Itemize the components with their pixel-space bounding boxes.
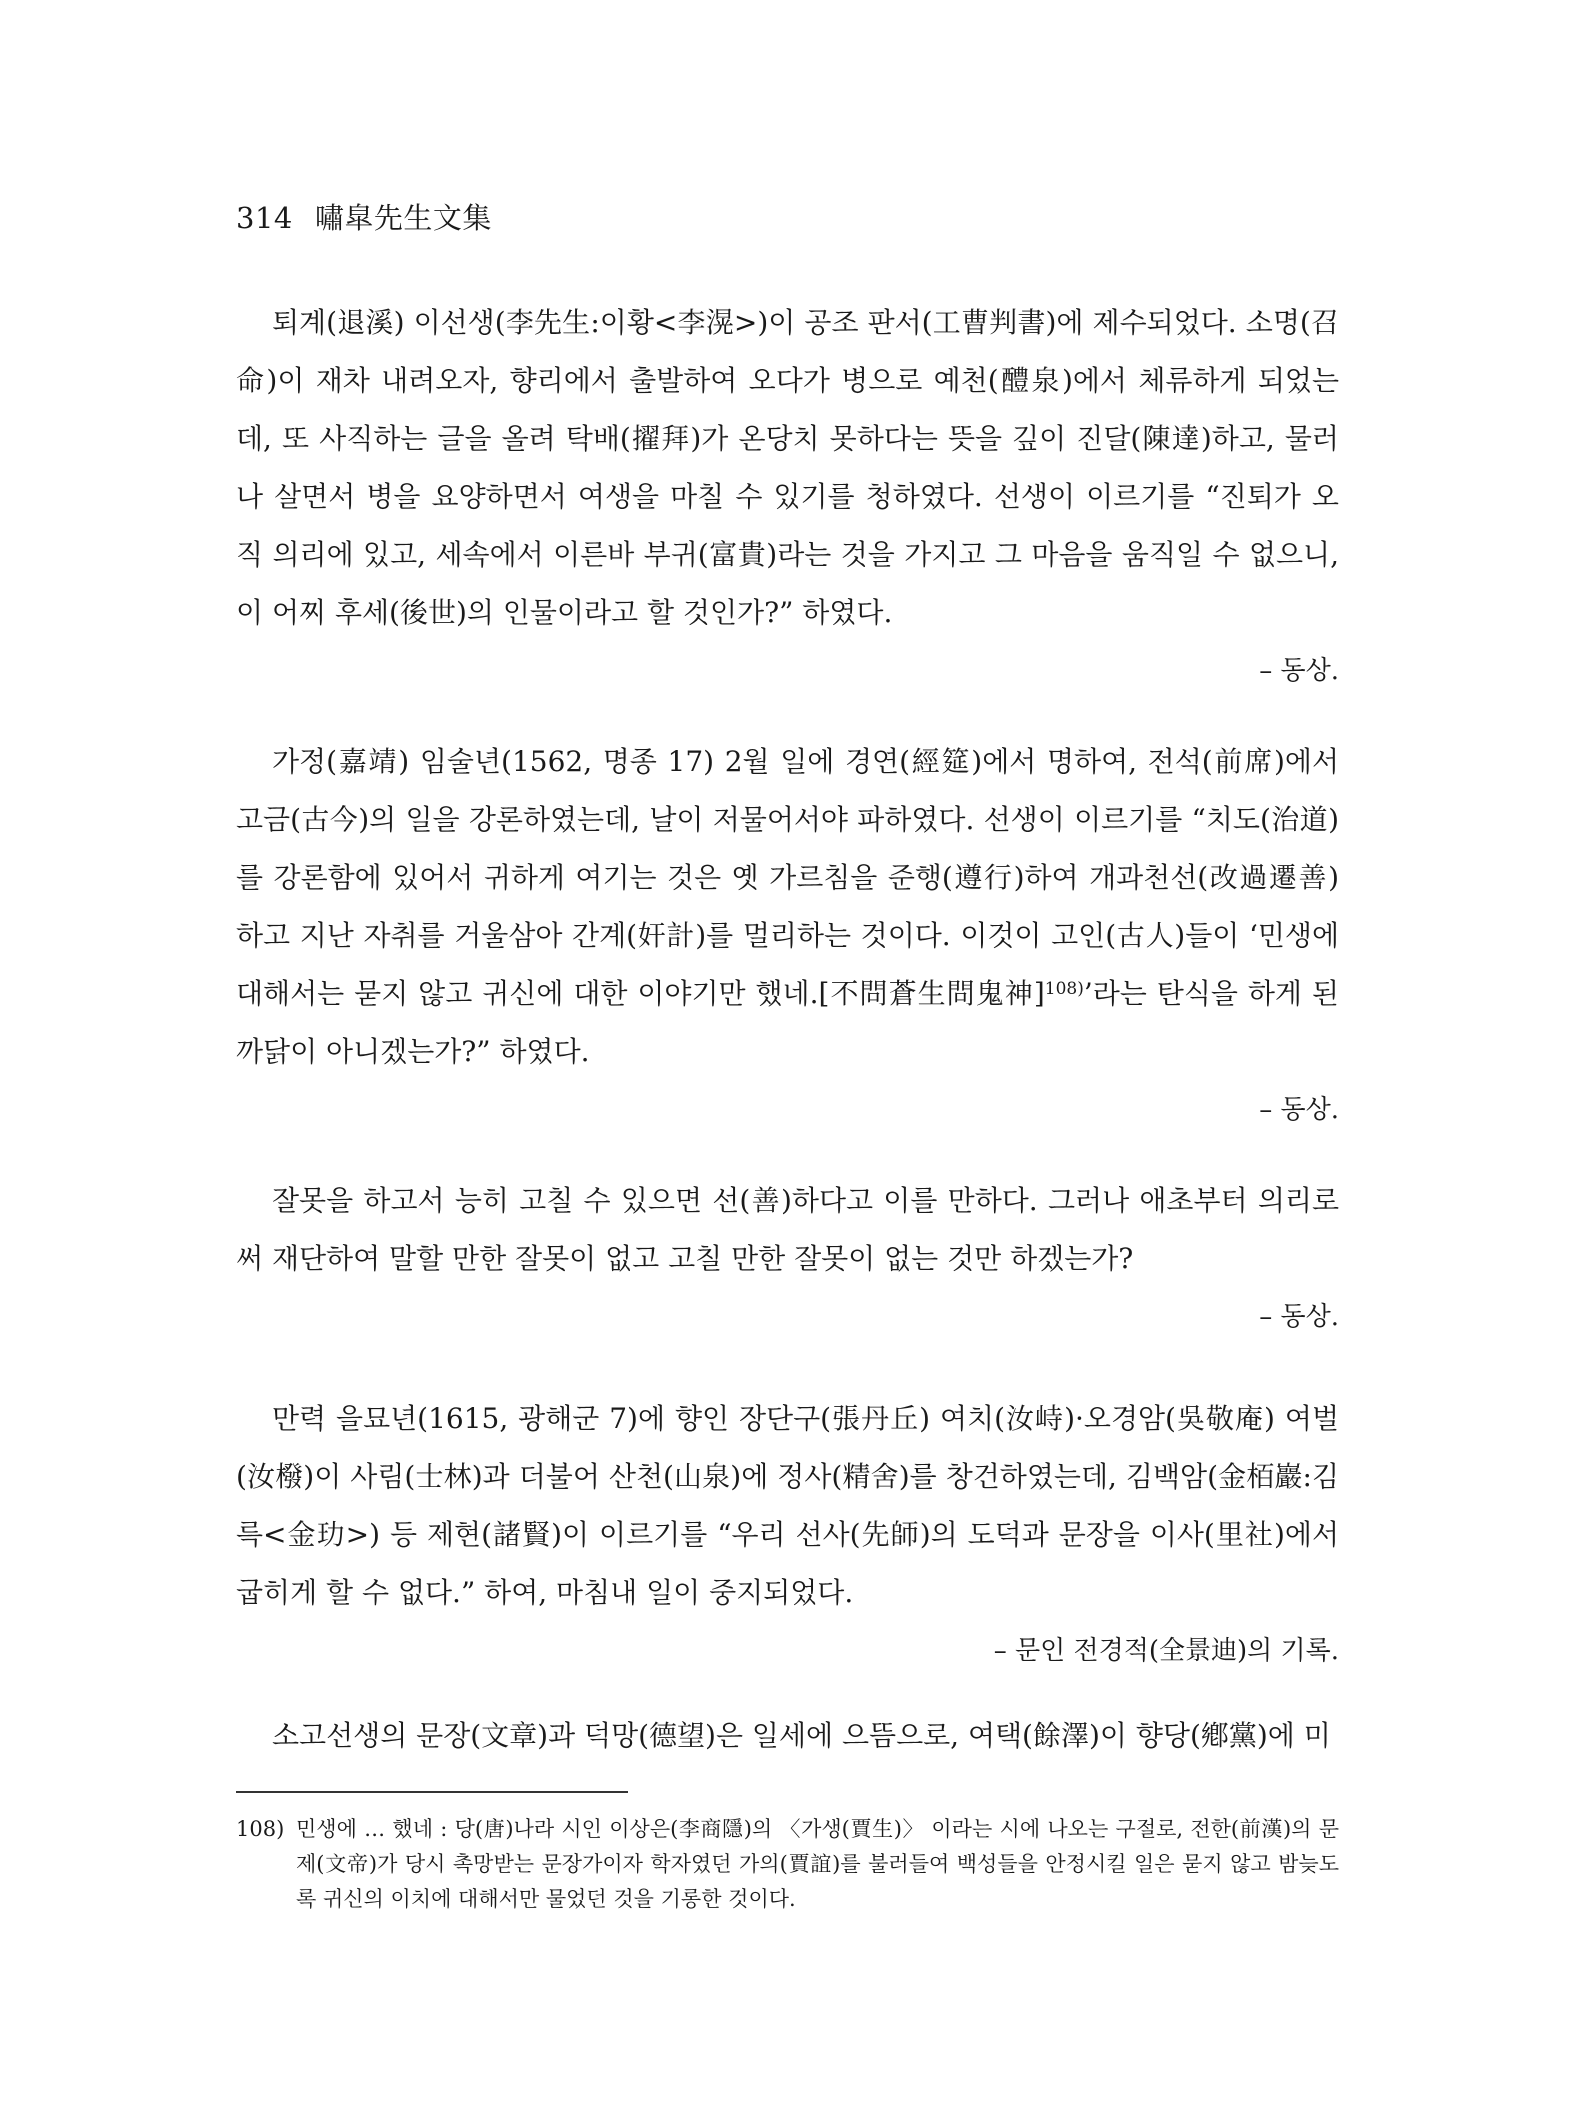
footnote-reference: 108) <box>1044 979 1084 999</box>
entry-text: 퇴계(退溪) 이선생(李先生:이황<李滉>)이 공조 판서(工曹判書)에 제수되었다. 소명(召命)이 재차 내려오자, 향리에서 출발하여 오다가 병으로 예천(醴泉)에서 체류하게 되었는데, 또 사직하는 글을 올려 탁배(擢拜)가 온당치 못하다는 뜻을 깊이 진달(陳達)하고, 물러나 살면서 병을 요양하면서 여생을 마칠 수 있기를 청하였다. 선생이 이르기를 “진퇴가 오직 의리에 있고, 세속에서 이른바 부귀(富貴)라는 것을 가지고 그 마음을 움직일 수 없으니, 이 어찌 후세(後世)의 인물이라고 할 것인가?” 하였다. <box>236 306 1339 629</box>
entry-text: 소고선생의 문장(文章)과 덕망(德望)은 일세에 으뜸으로, 여택(餘澤)이 향당(鄕黨)에 미 <box>272 1719 1331 1752</box>
page-header <box>236 196 492 237</box>
entry-source: – 동상. <box>1259 1095 1339 1125</box>
entry-4 <box>236 1390 1339 1680</box>
entry-text-before: 가정(嘉靖) 임술년(1562, 명종 17) 2월 일에 경연(經筵)에서 명하여, 전석(前席)에서 고금(古今)의 일을 강론하였는데, 날이 저물어서야 파하였다. 선생이 이르기를 “치도(治道)를 강론함에 있어서 귀하게 여기는 것은 옛 가르침을 준행(遵行)하여 개과천선(改過遷善)하고 지난 자취를 거울삼아 간계(奸計)를 멀리하는 것이다. 이것이 고인(古人)들이 ‘민생에 대해서는 묻지 않고 귀신에 대한 이야기만 했네.[不問蒼生問鬼神] <box>236 745 1339 1010</box>
entry-text <box>236 733 1339 1081</box>
book-title: 嘯皐先生文集 <box>314 201 492 235</box>
entry-text-after: ’라는 탄식을 하게 된 까닭이 아니겠는가?” 하였다. <box>236 977 1339 1068</box>
entry-source: – 동상. <box>1259 1302 1339 1332</box>
entry-3 <box>236 1172 1339 1346</box>
entry-2 <box>236 733 1339 1139</box>
entry-source: – 동상. <box>1259 656 1339 686</box>
page-number: 314 <box>236 201 293 235</box>
footnote <box>236 1812 1339 1917</box>
entry-text: 잘못을 하고서 능히 고칠 수 있으면 선(善)하다고 이를 만하다. 그러나 애초부터 의리로써 재단하여 말할 만한 잘못이 없고 고칠 만한 잘못이 없는 것만 하겠는가? <box>236 1184 1339 1275</box>
entry-source: – 문인 전경적(全景迪)의 기록. <box>993 1636 1339 1666</box>
entry-5 <box>236 1707 1339 1765</box>
footnote-number: 108) <box>236 1817 285 1841</box>
entry-1 <box>236 294 1339 700</box>
footnote-divider <box>236 1791 628 1793</box>
footnote-text: 민생에 … 했네 : 당(唐)나라 시인 이상은(李商隱)의 〈가생(賈生)〉 이라는 시에 나오는 구절로, 전한(前漢)의 문제(文帝)가 당시 촉망받는 문장가이자 학자였던 가의(賈誼)를 불러들여 백성들을 안정시킬 일은 묻지 않고 밤늦도록 귀신의 이치에 대해서만 물었던 것을 기롱한 것이다. <box>296 1817 1339 1911</box>
entry-text: 만력 을묘년(1615, 광해군 7)에 향인 장단구(張丹丘) 여치(汝峙)·오경암(吳敬庵) 여벌(汝橃)이 사림(士林)과 더불어 산천(山泉)에 정사(精舍)를 창건하였는데, 김백암(金栢巖:김륵<金玏>) 등 제현(諸賢)이 이르기를 “우리 선사(先師)의 도덕과 문장을 이사(里社)에서 굽히게 할 수 없다.” 하여, 마침내 일이 중지되었다. <box>236 1402 1339 1609</box>
